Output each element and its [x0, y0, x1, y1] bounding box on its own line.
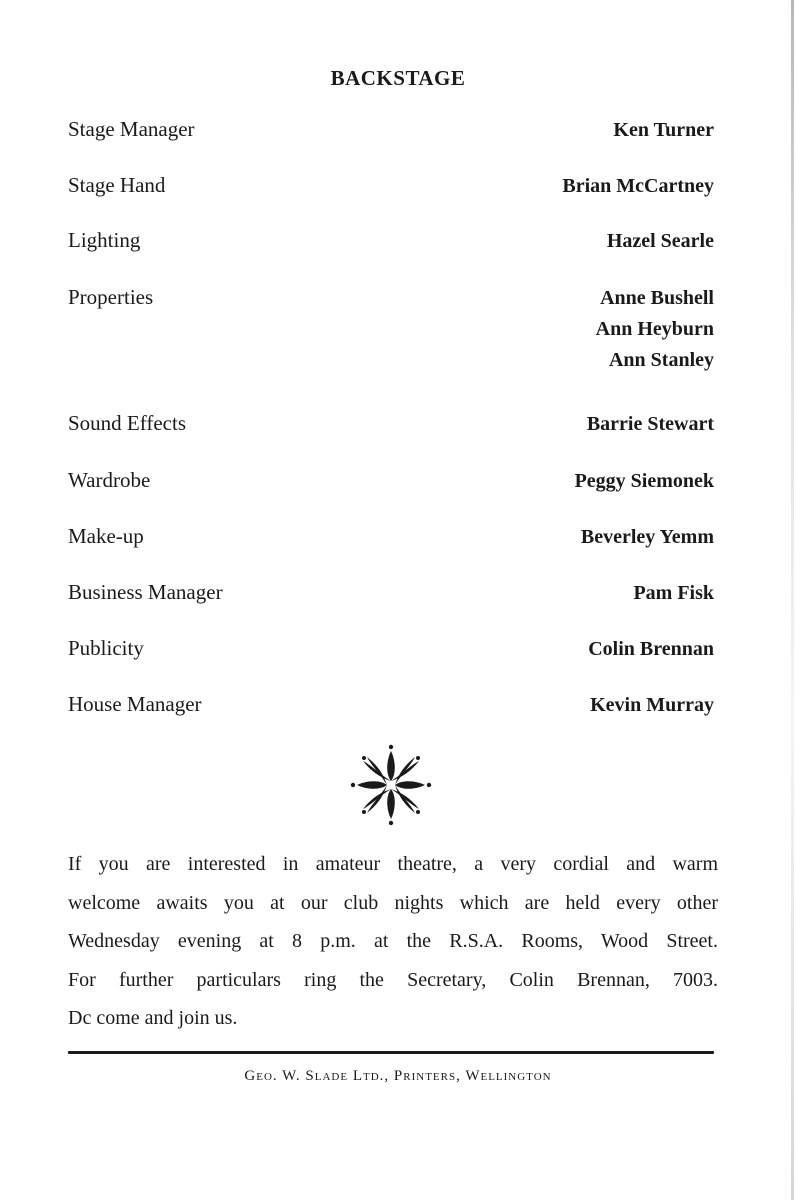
crew-name: Barrie Stewart	[586, 413, 714, 435]
crew-name: Peggy Siemonek	[574, 470, 714, 492]
crew-name: Pam Fisk	[633, 582, 714, 604]
crew-name: Ken Turner	[613, 119, 714, 141]
crew-role: Stage Manager	[68, 117, 195, 141]
crew-role: Publicity	[68, 636, 144, 660]
crew-row	[68, 524, 714, 554]
crew-name: Ann Heyburn	[595, 318, 714, 340]
crew-row	[68, 580, 714, 610]
crew-row	[68, 692, 714, 722]
crew-role: Properties	[68, 285, 154, 309]
crew-name: Beverley Yemm	[580, 526, 714, 548]
ornament-icon	[349, 743, 433, 827]
printer-credit: Geo. W. Slade Ltd., Printers, Wellington	[244, 1068, 552, 1084]
crew-row	[68, 468, 714, 498]
invitation-line: welcome awaits you at our club nights which are held every other	[68, 891, 718, 914]
crew-row	[68, 173, 714, 203]
crew-name: Ann Stanley	[608, 349, 714, 371]
crew-name: Brian McCartney	[562, 175, 714, 197]
crew-role: Make-up	[68, 524, 144, 548]
crew-name: Colin Brennan	[588, 638, 714, 660]
crew-row	[68, 636, 714, 666]
crew-role: Wardrobe	[68, 468, 151, 492]
crew-role: Business Manager	[68, 580, 223, 604]
footer-rule	[68, 1051, 714, 1054]
crew-role: Stage Hand	[68, 173, 166, 197]
crew-name: Hazel Searle	[606, 230, 714, 252]
crew-role: Lighting	[68, 228, 141, 252]
invitation-paragraph	[68, 845, 718, 1038]
invitation-line: Wednesday evening at 8 p.m. at the R.S.A. Rooms, Wood Street.	[68, 930, 718, 952]
crew-role: House Manager	[68, 692, 202, 716]
crew-name: Kevin Murray	[590, 694, 714, 716]
invitation-closing: Dc come and join us.	[68, 1007, 238, 1029]
crew-row	[68, 117, 714, 147]
crew-role: Sound Effects	[68, 411, 187, 435]
page-edge-shadow	[791, 0, 794, 1200]
invitation-line: For further particulars ring the Secretary, Colin Brennan, 7003.	[68, 968, 718, 991]
crew-row	[68, 285, 714, 371]
crew-row	[68, 228, 714, 258]
crew-row	[68, 411, 714, 441]
section-title: BACKSTAGE	[330, 66, 466, 90]
crew-name: Anne Bushell	[600, 287, 714, 309]
invitation-line: If you are interested in amateur theatre, a very cordial and warm	[68, 853, 718, 875]
